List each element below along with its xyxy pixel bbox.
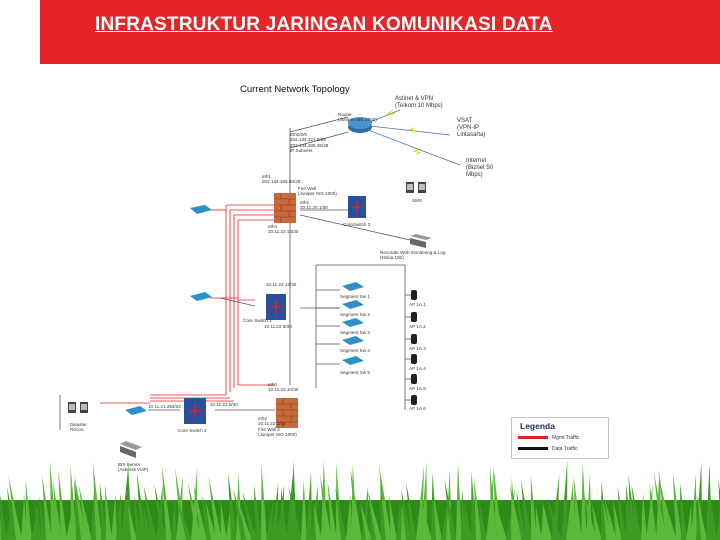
data-links — [60, 117, 412, 430]
core2-ip-label: 10.11.22.5/30 — [210, 402, 238, 407]
ap1-label: AP 1A.1 — [409, 302, 426, 307]
access-point-icon — [411, 334, 417, 344]
seg4-label: Segment Sw 4 — [340, 348, 370, 353]
core1-ip2-label: 10.11.22.9/30 — [264, 324, 292, 329]
core2-label: Core Switch 2 — [178, 428, 207, 433]
router-ip-label: Eth0/0/0 202.134.227.0/28 202.134.185.48/28 IP Subnets — [290, 132, 329, 154]
legend-item-mgmt — [518, 435, 579, 441]
ap5-label: AP 1A.5 — [409, 386, 426, 391]
switch-icon — [125, 406, 147, 415]
legend-label: Data Traffic — [552, 446, 578, 452]
fw-top-label: Fire Wall (Juniper ISG 1000) — [298, 186, 337, 197]
core-switch-icon — [348, 196, 366, 218]
firewall-icon — [274, 193, 296, 223]
access-point-icon — [411, 312, 417, 322]
grass-decoration — [0, 455, 720, 540]
dr-label: Disaster Recov. — [70, 422, 87, 433]
access-point-icon — [411, 374, 417, 384]
ap3-label: AP 1A.3 — [409, 346, 426, 351]
legend-swatch — [518, 436, 548, 439]
legend — [511, 417, 609, 459]
vsat-label: VSAT (VPN-IP Lintasarta) — [457, 118, 486, 138]
astinet-label: Astinet & VPN (Telkom 10 Mbps) — [395, 96, 443, 109]
fw-bot-ip-label: eth0 10.11.22.10/30 — [268, 382, 299, 393]
diagram-subtitle: Current Network Topology — [240, 84, 350, 95]
switch-icon — [342, 282, 364, 291]
fw-top-eth3-label: eth3 10.11.22.14/30 — [268, 224, 299, 235]
legend-swatch — [518, 447, 548, 450]
phone-icon — [68, 402, 88, 413]
access-point-icon — [411, 290, 417, 300]
phone-icon — [406, 182, 426, 193]
slide-title: INFRASTRUKTUR JARINGAN KOMUNIKASI DATA — [95, 14, 553, 35]
sms-label: SMS — [412, 198, 422, 203]
core1-label: Core Switch 1 — [243, 318, 272, 323]
seg3-label: Segment Sw 3 — [340, 330, 370, 335]
access-point-icon — [411, 395, 417, 405]
switch-icon — [342, 356, 364, 365]
legend-title: Legenda — [520, 421, 555, 431]
left-switch-ip-label: 10.11.21.253/24 — [148, 404, 181, 409]
seg2-label: Segment Sw 2 — [340, 312, 370, 317]
corpswitch-label: CorpSwitch 3 — [343, 222, 371, 227]
ibs-label: IBS Server (Asterisk VoIP) — [118, 462, 149, 473]
recorder-label: Recorder Web monitoring & Log (Nokia 192) — [380, 250, 446, 261]
seg5-label: Segment Sw 5 — [340, 370, 370, 375]
seg1-label: Segment Sw 1 — [340, 294, 370, 299]
fw-bot-label: eth2 10.11.22.1/30 Fire Wall 2 (Juniper ISG 1000) — [258, 416, 297, 438]
lightning-icon — [408, 127, 418, 133]
switch-icon — [342, 318, 364, 327]
ap2-label: AP 1A.2 — [409, 324, 426, 329]
ap6-label: AP 1A.6 — [409, 406, 426, 411]
switch-icon — [190, 292, 212, 301]
wan-links — [368, 110, 460, 165]
core-switch-icon — [184, 398, 206, 424]
legend-item-data — [518, 446, 577, 452]
fw-top-ip-label: eth1 202.134.185.50/28 — [262, 174, 301, 185]
access-point-icon — [411, 354, 417, 364]
switch-icon — [342, 336, 364, 345]
router-label: Router (Juniper ISG 1000) — [338, 112, 377, 123]
legend-label: Mgmt Traffic — [552, 435, 580, 441]
internet-label: Internet (Biznet 50 Mbps) — [466, 158, 494, 178]
core-switch-icon — [266, 294, 286, 320]
mgmt-links — [100, 205, 275, 403]
access-switches — [125, 205, 364, 415]
switch-icon — [190, 205, 212, 214]
core1-ip-label: 10.11.22.13/30 — [266, 282, 297, 287]
switch-icon — [342, 300, 364, 309]
fw-top-eth2-label: eth2 10.11.20.1/30 — [300, 200, 328, 211]
ap4-label: AP 1A.4 — [409, 366, 426, 371]
server-icon — [410, 234, 432, 248]
